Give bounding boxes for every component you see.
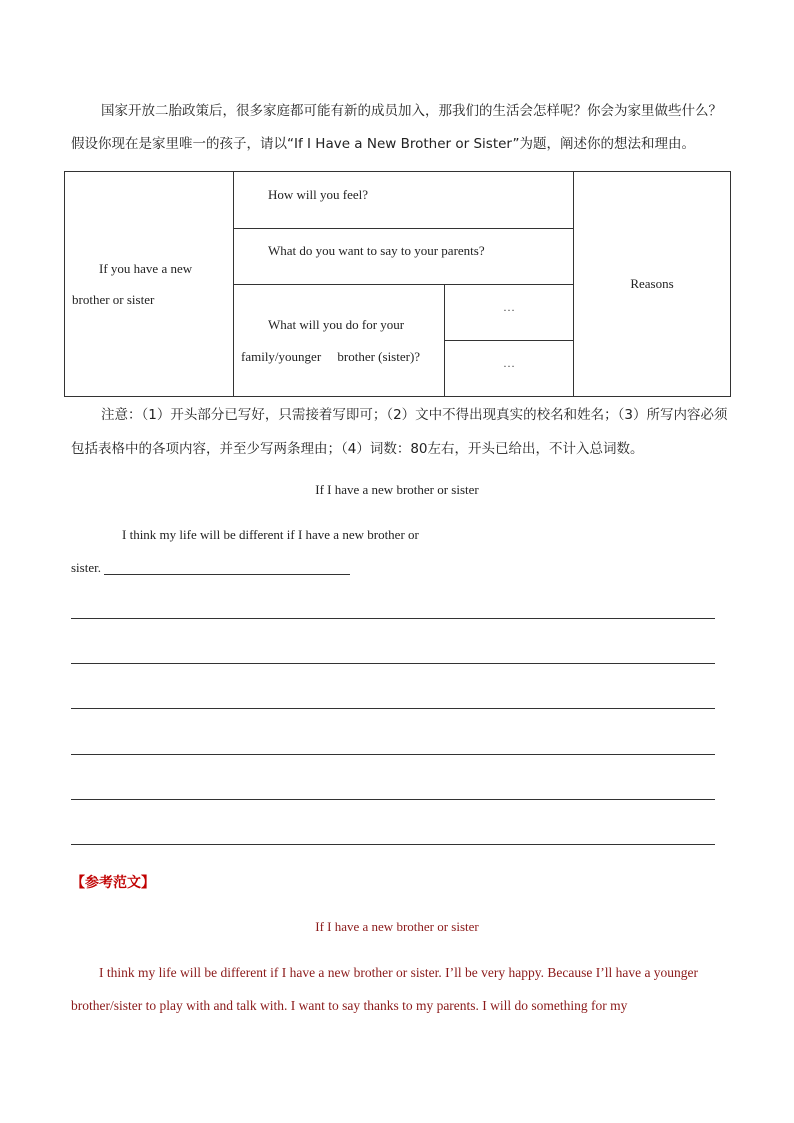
question-do-line-2: family/younger brother (sister)? [241, 348, 421, 364]
writing-line [71, 799, 715, 800]
writing-line [71, 618, 715, 619]
ellipsis-1: … [503, 300, 515, 314]
situation-line-2: brother or sister [72, 292, 155, 307]
essay-start-line-1: I think my life will be different if I have a new brother or [122, 527, 419, 542]
essay-title: If I have a new brother or sister [315, 482, 479, 497]
question-say: What do you want to say to your parents? [268, 243, 485, 258]
task-table [64, 171, 731, 397]
question-do-line-1: What will you do for your [268, 316, 405, 332]
table-cell-feel [234, 172, 574, 229]
table-cell-ellipsis-1 [445, 285, 574, 341]
writing-line [71, 844, 715, 845]
task-intro: 国家开放二胎政策后，很多家庭都可能有新的成员加入，那我们的生活会怎样呢？你会为家里做些什么？假设你现在是家里唯一的孩子，请以“If I Have a New Brother or Sister”为题，阐述你的想法和理由。 [71, 103, 722, 152]
essay-start-line-2: sister. [71, 560, 101, 575]
question-feel: How will you feel? [268, 186, 369, 202]
table-cell-reasons [574, 172, 731, 397]
writing-line [71, 708, 715, 709]
reference-title: If I have a new brother or sister [315, 919, 479, 934]
situation-line-1: If you have a new [99, 261, 193, 276]
writing-line [71, 663, 715, 664]
table-cell-do [234, 285, 445, 397]
reference-body: I think my life will be different if I have a new brother or sister. I’ll be very happy. Because I’ll have a younger brother/sister to play with and talk with. I want to say thanks to my parents. I will do something for my [71, 965, 699, 1013]
reasons-label: Reasons [630, 276, 674, 291]
table-cell-say [234, 229, 574, 285]
writing-line-first [104, 574, 350, 575]
writing-notes: 注意：（1）开头部分已写好，只需接着写即可；（2）文中不得出现真实的校名和姓名；（3）所写内容必须包括表格中的各项内容，并至少写两条理由；（4）词数：80左右，开头已给出，不计入总词数。 [71, 407, 728, 457]
table-cell-situation [65, 172, 234, 397]
ellipsis-2: … [503, 356, 515, 370]
writing-line [71, 754, 715, 755]
reference-label: 【参考范文】 [71, 875, 155, 891]
table-cell-ellipsis-2 [445, 341, 574, 397]
